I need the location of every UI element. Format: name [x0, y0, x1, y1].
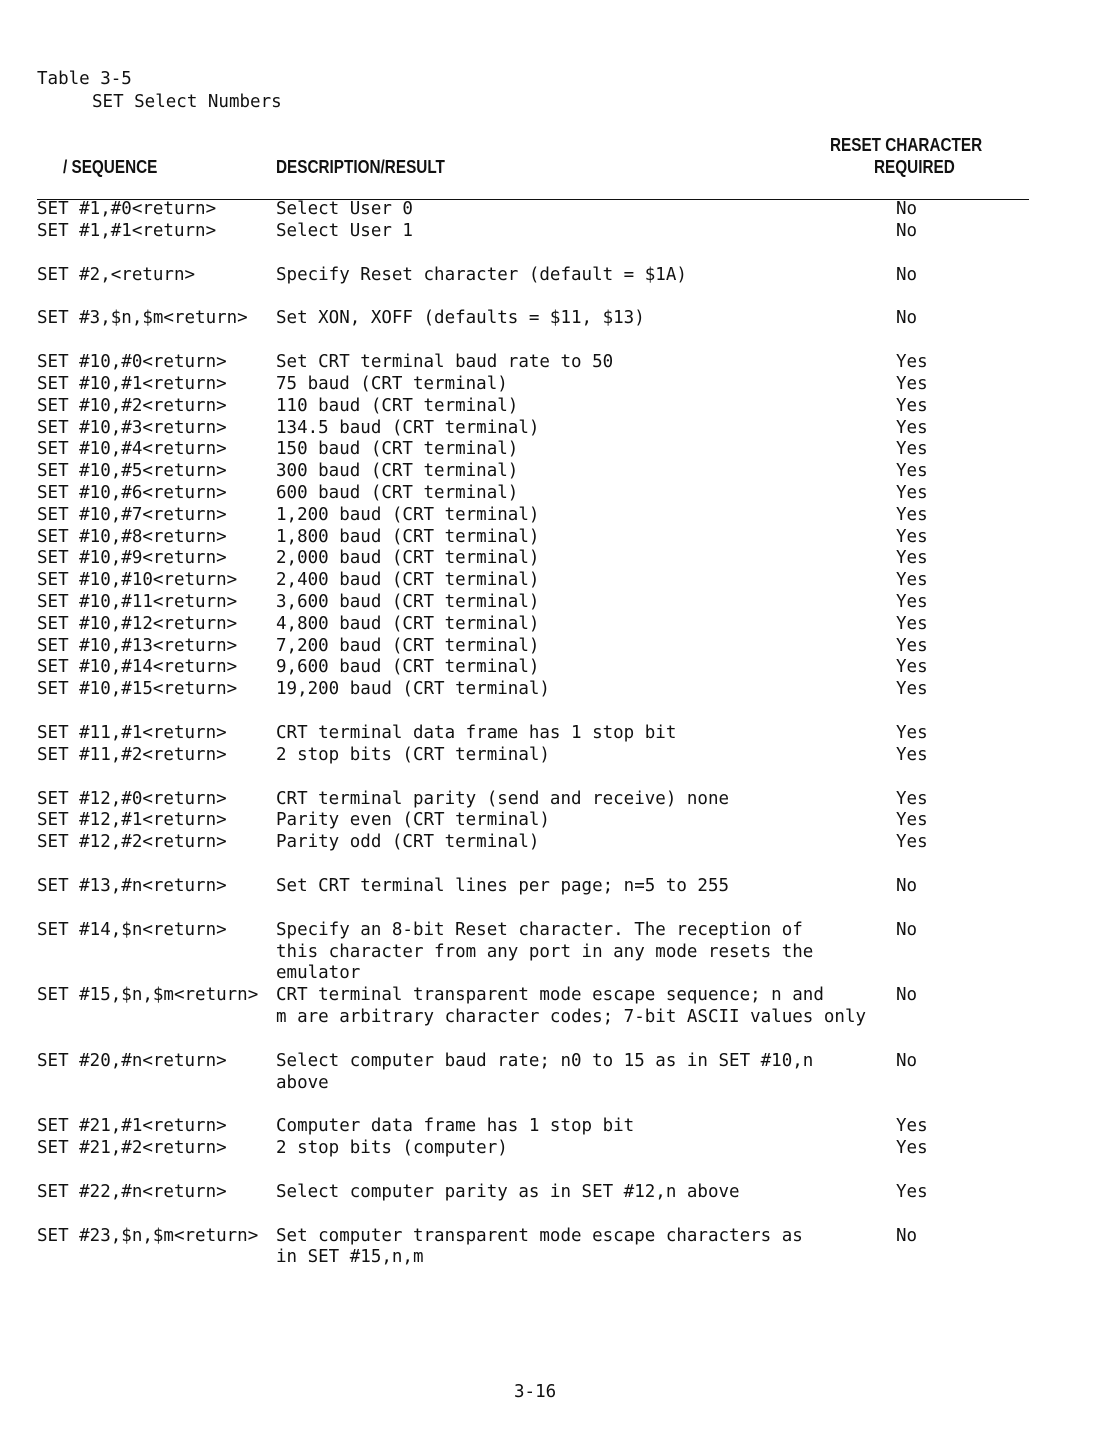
- table-row: [37, 505, 1037, 527]
- group-spacer: [37, 701, 1037, 723]
- reset-required-cell: Yes: [896, 504, 928, 525]
- sequence-cell: SET #10,#12<return>: [37, 613, 238, 634]
- description-cell: Set CRT terminal baud rate to 50: [276, 352, 614, 373]
- reset-required-cell: No: [896, 875, 918, 896]
- description-cell: Select User 0: [276, 199, 413, 219]
- sequence-cell: SET #10,#3<return>: [37, 417, 227, 438]
- sequence-cell: SET #14,$n<return>: [37, 919, 227, 940]
- table-row: [37, 679, 1037, 701]
- sequence-cell: SET #21,#2<return>: [37, 1138, 227, 1159]
- description-cell: Set XON, XOFF (defaults = $11, $13): [276, 308, 645, 329]
- sequence-cell: SET #10,#4<return>: [37, 439, 227, 460]
- description-cell: Select computer parity as in SET #12,n above: [276, 1181, 740, 1202]
- reset-required-cell: Yes: [896, 373, 928, 394]
- reset-required-cell: Yes: [896, 352, 928, 373]
- description-cell: CRT terminal transparent mode escape sequence; n and: [276, 985, 824, 1006]
- table-row: [37, 920, 1037, 942]
- sequence-cell: SET #12,#1<return>: [37, 810, 227, 831]
- description-cell: Computer data frame has 1 stop bit: [276, 1116, 635, 1137]
- description-cell: above: [276, 1072, 329, 1093]
- table-row: [37, 745, 1037, 767]
- table-row: [37, 810, 1037, 832]
- sequence-cell: SET #10,#2<return>: [37, 395, 227, 416]
- description-cell: CRT terminal data frame has 1 stop bit: [276, 722, 677, 743]
- table-row: [37, 1226, 1037, 1248]
- table-row: [37, 1051, 1037, 1073]
- description-cell: 110 baud (CRT terminal): [276, 395, 519, 416]
- reset-required-cell: Yes: [896, 832, 928, 853]
- description-cell: 150 baud (CRT terminal): [276, 439, 519, 460]
- table-row: [37, 548, 1037, 570]
- sequence-cell: SET #1,#1<return>: [37, 220, 217, 241]
- description-cell: CRT terminal parity (send and receive) none: [276, 788, 730, 809]
- table-row: [37, 832, 1037, 854]
- reset-required-cell: No: [896, 220, 918, 241]
- description-cell: Select computer baud rate; n0 to 15 as in SET #10,n: [276, 1050, 814, 1071]
- table-row: [37, 396, 1037, 418]
- table-row-continuation: [37, 1073, 1037, 1095]
- sequence-cell: SET #2,<return>: [37, 264, 196, 285]
- page-number: 3-16: [514, 1382, 557, 1402]
- reset-required-cell: Yes: [896, 439, 928, 460]
- table-row: [37, 723, 1037, 745]
- reset-required-cell: Yes: [896, 591, 928, 612]
- reset-required-cell: No: [896, 1050, 918, 1071]
- table-row: [37, 1182, 1037, 1204]
- sequence-cell: SET #10,#9<return>: [37, 548, 227, 569]
- table-row: [37, 1138, 1037, 1160]
- column-header-description: DESCRIPTION/RESULT: [276, 157, 445, 177]
- table-row: [37, 352, 1037, 374]
- description-cell: 3,600 baud (CRT terminal): [276, 591, 540, 612]
- description-cell: 7,200 baud (CRT terminal): [276, 635, 540, 656]
- sequence-cell: SET #10,#11<return>: [37, 591, 238, 612]
- sequence-cell: SET #20,#n<return>: [37, 1050, 227, 1071]
- group-spacer: [37, 330, 1037, 352]
- table-row: [37, 657, 1037, 679]
- column-header-sequence: / SEQUENCE: [63, 157, 158, 177]
- reset-required-cell: Yes: [896, 1181, 928, 1202]
- description-cell: 2,400 baud (CRT terminal): [276, 570, 540, 591]
- description-cell: Set computer transparent mode escape characters as: [276, 1225, 803, 1246]
- table-row: [37, 265, 1037, 287]
- description-cell: Set CRT terminal lines per page; n=5 to 255: [276, 875, 730, 896]
- sequence-cell: SET #22,#n<return>: [37, 1181, 227, 1202]
- description-cell: 1,800 baud (CRT terminal): [276, 526, 540, 547]
- sequence-cell: SET #12,#2<return>: [37, 832, 227, 853]
- description-cell: m are arbitrary character codes; 7-bit ASCII values only: [276, 1006, 867, 1027]
- reset-required-cell: Yes: [896, 810, 928, 831]
- description-cell: Specify an 8-bit Reset character. The reception of: [276, 919, 803, 940]
- table-row: [37, 592, 1037, 614]
- reset-required-cell: Yes: [896, 657, 928, 678]
- description-cell: Parity even (CRT terminal): [276, 810, 550, 831]
- sequence-cell: SET #12,#0<return>: [37, 788, 227, 809]
- table-body: [37, 199, 1037, 1269]
- reset-required-cell: Yes: [896, 570, 928, 591]
- group-spacer: [37, 243, 1037, 265]
- table-row-continuation: [37, 1247, 1037, 1269]
- sequence-cell: SET #10,#6<return>: [37, 482, 227, 503]
- column-header-reset-line1: RESET CHARACTER: [830, 135, 983, 155]
- table-row: [37, 418, 1037, 440]
- table-row: [37, 876, 1037, 898]
- reset-required-cell: Yes: [896, 526, 928, 547]
- description-cell: 1,200 baud (CRT terminal): [276, 504, 540, 525]
- reset-required-cell: Yes: [896, 744, 928, 765]
- description-cell: 75 baud (CRT terminal): [276, 373, 508, 394]
- table-row-continuation: [37, 1007, 1037, 1029]
- sequence-cell: SET #10,#14<return>: [37, 657, 238, 678]
- table-row: [37, 614, 1037, 636]
- table-row: [37, 527, 1037, 549]
- reset-required-cell: Yes: [896, 1116, 928, 1137]
- sequence-cell: SET #11,#1<return>: [37, 722, 227, 743]
- description-cell: 2 stop bits (CRT terminal): [276, 744, 550, 765]
- table-row: [37, 308, 1037, 330]
- description-cell: emulator: [276, 963, 361, 984]
- description-cell: 2 stop bits (computer): [276, 1138, 508, 1159]
- sequence-cell: SET #23,$n,$m<return>: [37, 1225, 259, 1246]
- description-cell: Parity odd (CRT terminal): [276, 832, 540, 853]
- description-cell: Select User 1: [276, 220, 413, 241]
- description-cell: 600 baud (CRT terminal): [276, 482, 519, 503]
- reset-required-cell: No: [896, 199, 918, 219]
- table-row: [37, 570, 1037, 592]
- reset-required-cell: Yes: [896, 548, 928, 569]
- table-subtitle: SET Select Numbers: [92, 92, 282, 112]
- sequence-cell: SET #10,#8<return>: [37, 526, 227, 547]
- reset-required-cell: Yes: [896, 635, 928, 656]
- reset-required-cell: No: [896, 264, 918, 285]
- sequence-cell: SET #10,#7<return>: [37, 504, 227, 525]
- sequence-cell: SET #21,#1<return>: [37, 1116, 227, 1137]
- reset-required-cell: Yes: [896, 679, 928, 700]
- table-row: [37, 374, 1037, 396]
- group-spacer: [37, 1029, 1037, 1051]
- description-cell: this character from any port in any mode resets the: [276, 941, 814, 962]
- group-spacer: [37, 1204, 1037, 1226]
- table-row: [37, 636, 1037, 658]
- group-spacer: [37, 854, 1037, 876]
- table-row: [37, 789, 1037, 811]
- table-row: [37, 221, 1037, 243]
- reset-required-cell: Yes: [896, 395, 928, 416]
- table-row: [37, 1116, 1037, 1138]
- sequence-cell: SET #10,#10<return>: [37, 570, 238, 591]
- sequence-cell: SET #1,#0<return>: [37, 199, 217, 219]
- reset-required-cell: Yes: [896, 461, 928, 482]
- description-cell: Specify Reset character (default = $1A): [276, 264, 687, 285]
- sequence-cell: SET #10,#15<return>: [37, 679, 238, 700]
- reset-required-cell: No: [896, 919, 918, 940]
- table-row: [37, 199, 1037, 221]
- table-row: [37, 483, 1037, 505]
- description-cell: in SET #15,n,m: [276, 1247, 424, 1268]
- group-spacer: [37, 1160, 1037, 1182]
- description-cell: 300 baud (CRT terminal): [276, 461, 519, 482]
- table-row: [37, 439, 1037, 461]
- reset-required-cell: Yes: [896, 482, 928, 503]
- sequence-cell: SET #13,#n<return>: [37, 875, 227, 896]
- reset-required-cell: Yes: [896, 613, 928, 634]
- table-row: [37, 985, 1037, 1007]
- reset-required-cell: No: [896, 1225, 918, 1246]
- table-row-continuation: [37, 942, 1037, 964]
- reset-required-cell: Yes: [896, 417, 928, 438]
- reset-required-cell: Yes: [896, 722, 928, 743]
- sequence-cell: SET #15,$n,$m<return>: [37, 985, 259, 1006]
- sequence-cell: SET #10,#0<return>: [37, 352, 227, 373]
- table-row-continuation: [37, 963, 1037, 985]
- reset-required-cell: No: [896, 308, 918, 329]
- sequence-cell: SET #10,#1<return>: [37, 373, 227, 394]
- description-cell: 4,800 baud (CRT terminal): [276, 613, 540, 634]
- description-cell: 9,600 baud (CRT terminal): [276, 657, 540, 678]
- group-spacer: [37, 1094, 1037, 1116]
- description-cell: 19,200 baud (CRT terminal): [276, 679, 550, 700]
- sequence-cell: SET #11,#2<return>: [37, 744, 227, 765]
- reset-required-cell: No: [896, 985, 918, 1006]
- reset-required-cell: Yes: [896, 788, 928, 809]
- sequence-cell: SET #10,#13<return>: [37, 635, 238, 656]
- description-cell: 2,000 baud (CRT terminal): [276, 548, 540, 569]
- sequence-cell: SET #3,$n,$m<return>: [37, 308, 248, 329]
- sequence-cell: SET #10,#5<return>: [37, 461, 227, 482]
- group-spacer: [37, 767, 1037, 789]
- table-title: Table 3-5: [37, 69, 132, 89]
- group-spacer: [37, 898, 1037, 920]
- description-cell: 134.5 baud (CRT terminal): [276, 417, 540, 438]
- column-header-reset-line2: REQUIRED: [874, 157, 955, 177]
- group-spacer: [37, 286, 1037, 308]
- reset-required-cell: Yes: [896, 1138, 928, 1159]
- table-row: [37, 461, 1037, 483]
